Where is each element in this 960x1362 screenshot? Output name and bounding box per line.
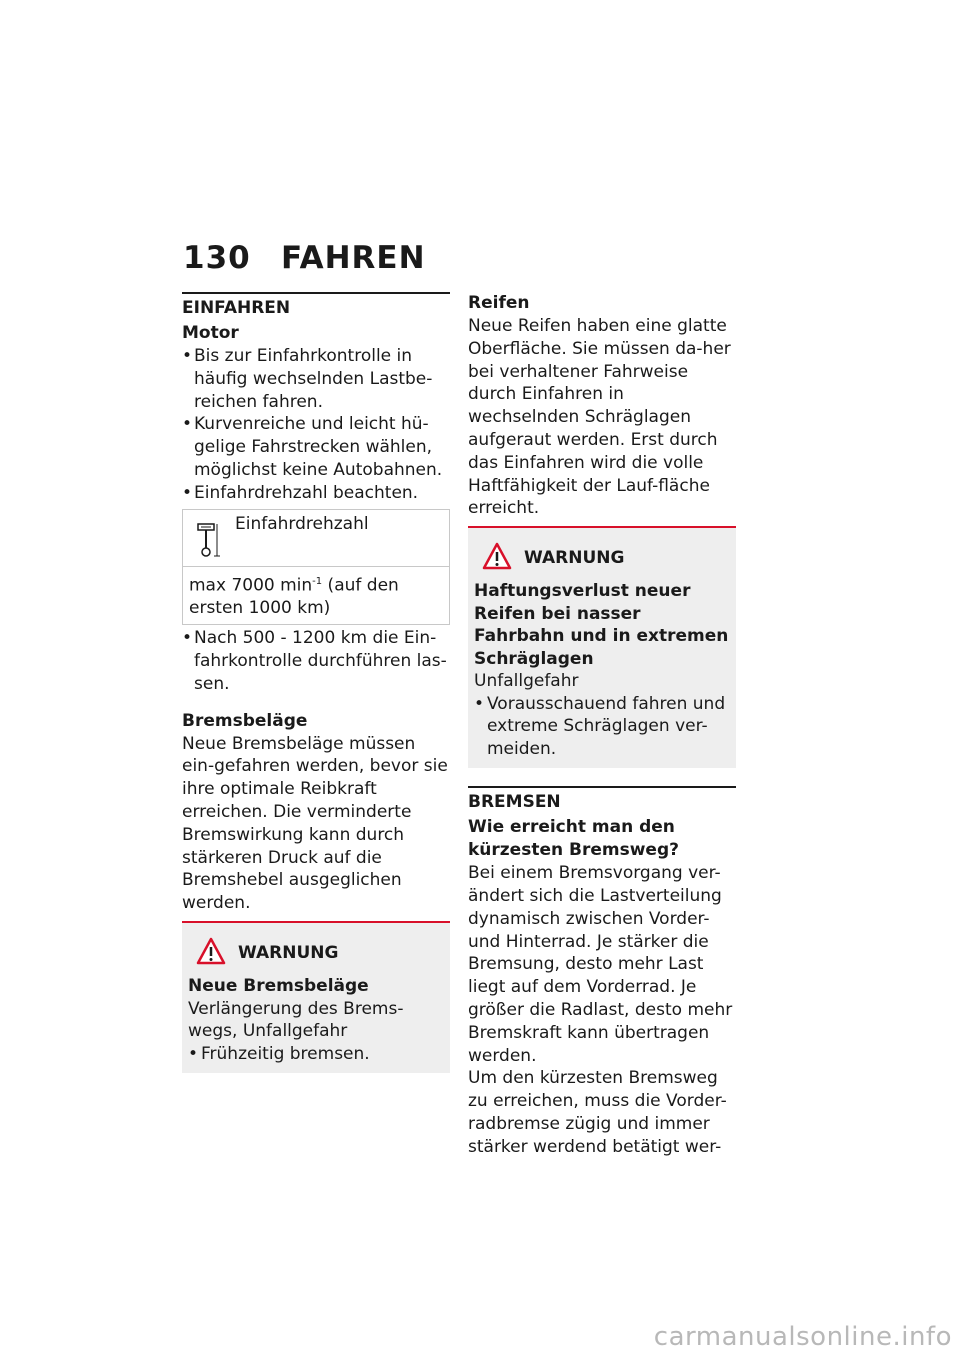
spec-header	[183, 510, 449, 567]
right-column	[468, 292, 736, 1159]
page-number: 130	[183, 240, 251, 276]
bullet-icon: •	[188, 1043, 199, 1064]
bullet-icon: •	[474, 693, 485, 714]
spec-table	[182, 509, 450, 626]
spec-title: Einfahrdrehzahl	[235, 513, 369, 534]
paragraph: Neue Bremsbeläge müssen ein-gefahren werden, bevor sie ihre optimale Reibkraft erreichen. Die verminderte Bremswirkung kann durch stärkeren Druck auf die Bremshebel ausgeglichen werden.	[182, 733, 448, 914]
warning-title: WARNUNG	[524, 548, 625, 569]
bullet-icon: •	[182, 482, 193, 503]
spec-value: max 7000 $\min^{-1} (auf$ den ersten 1000 km)	[189, 575, 399, 619]
warning-hazard: Haftungsverlust neuer Reifen bei nasser Fahrbahn und in extremen Schräglagen	[474, 581, 729, 669]
warning-box	[182, 921, 450, 1073]
warning-box	[468, 526, 736, 768]
page-header	[183, 240, 426, 276]
engine-speed-icon	[197, 522, 221, 558]
list-item: • Bis zur Einfahrkontrolle in häufig wechselnden Lastbe-reichen fahren.	[182, 346, 433, 412]
paragraph: Um den kürzesten Bremsweg zu erreichen, muss die Vorder-radbremse zügig und immer stärker werdend betätigt wer-	[468, 1068, 727, 1157]
subsection-title-bremsbelaege: Bremsbeläge	[182, 710, 308, 731]
warning-title: WARNUNG	[238, 943, 339, 963]
warning-hazard: Neue Bremsbeläge	[188, 976, 369, 996]
paragraph: Bei einem Bremsvorgang ver-ändert sich die Lastverteilung dynamisch zwischen Vorder- und Hinterrad. Je stärker die Bremsung, desto mehr Last liegt auf dem Vorderrad. Je größer die Radlast, desto mehr Bremskraft kann übertragen werden.	[468, 863, 733, 1066]
list-item: • Nach 500 - 1200 km die Ein-fahrkontrolle durchführen las-sen.	[182, 628, 447, 694]
subsection-title-bremsweg: Wie erreicht man den kürzesten Bremsweg?	[468, 817, 679, 861]
warning-triangle-icon	[196, 937, 226, 965]
list-item: • Vorausschauend fahren und extreme Schräglagen ver-meiden.	[474, 693, 726, 759]
subsection-title-reifen: Reifen	[468, 293, 530, 313]
warning-triangle-icon	[482, 542, 512, 570]
paragraph: Neue Reifen haben eine glatte Oberfläche. Sie müssen da-her bei verhaltener Fahrweise durch Einfahren in wechselnden Schräglagen aufgeraut werden. Erst durch das Einfahren wird die volle Haftfähigkeit der Lauf-fläche erreicht.	[468, 316, 731, 519]
watermark: carmanualsonline.info	[653, 1322, 952, 1352]
chapter-title: FAHREN	[281, 240, 426, 276]
warning-consequence: Verlängerung des Brems-wegs, Unfallgefahr	[188, 998, 404, 1041]
section-title-bremsen: BREMSEN	[468, 786, 736, 812]
bullet-icon: •	[182, 628, 193, 649]
warning-consequence: Unfallgefahr	[474, 671, 579, 692]
subsection-title-motor: Motor	[182, 323, 239, 343]
list-item: • Frühzeitig bremsen.	[188, 1043, 370, 1064]
bullet-icon: •	[182, 414, 193, 435]
left-column	[182, 292, 450, 1073]
list-item: • Kurvenreiche und leicht hü-gelige Fahrstrecken wählen, möglichst keine Autobahnen.	[182, 414, 443, 480]
list-item: • Einfahrdrehzahl beachten.	[182, 482, 419, 503]
warning-header	[474, 540, 730, 580]
warning-header	[188, 935, 444, 975]
bullet-icon: •	[182, 346, 193, 366]
section-title-einfahren: EINFAHREN	[182, 292, 450, 318]
